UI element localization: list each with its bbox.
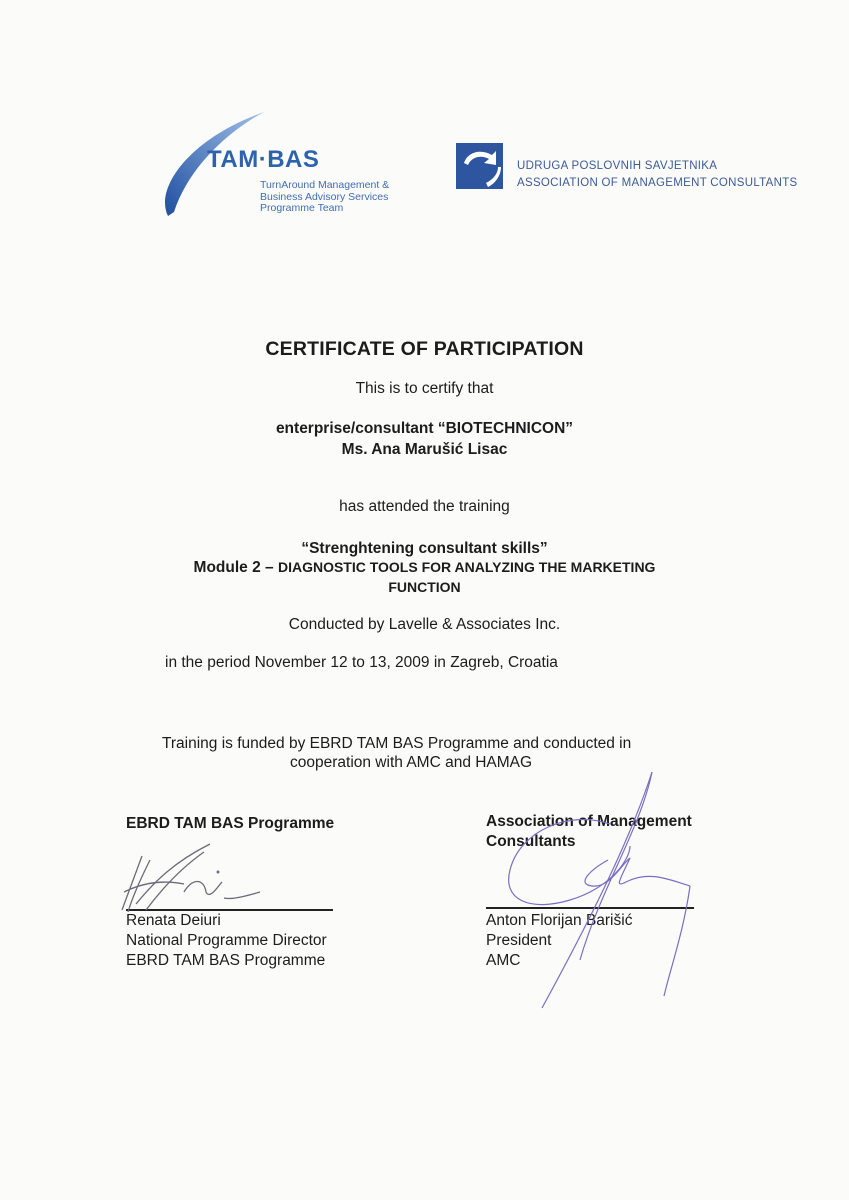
attended-line: has attended the training: [339, 498, 510, 515]
amc-mark-icon: [456, 143, 503, 189]
signature-left-icon: [114, 842, 264, 914]
module-title: DIAGNOSTIC TOOLS FOR ANALYZING THE MARKETING: [277, 559, 656, 575]
period-line: in the period November 12 to 13, 2009 in Zagreb, Croatia: [165, 654, 558, 671]
funding-line-2: cooperation with AMC and HAMAG: [290, 754, 533, 771]
funding-line-1: Training is funded by EBRD TAM BAS Programme and conducted in: [162, 735, 632, 752]
signature-line-right: [486, 907, 694, 909]
conducted-by: Conducted by Lavelle & Associates Inc.: [288, 616, 561, 633]
participant-name: Ms. Ana Marušić Lisac: [341, 441, 508, 458]
signature-right-icon: [480, 770, 710, 1015]
certify-line: This is to certify that: [355, 380, 494, 397]
enterprise-line: enterprise/consultant “BIOTECHNICON”: [275, 420, 574, 437]
signatory-right-affiliation: AMC: [486, 952, 521, 969]
signatory-left-name: Renata Deiuri: [126, 912, 221, 929]
signatory-right-role: President: [486, 932, 552, 949]
certificate-title: CERTIFICATE OF PARTICIPATION: [265, 338, 584, 360]
tambas-subtitle: TurnAround Management & Business Advisory Services Programme Team: [260, 179, 390, 214]
tambas-name: TAM·BAS: [207, 146, 320, 173]
module-title-cont: FUNCTION: [388, 579, 461, 595]
amc-logo: [456, 143, 816, 193]
module-prefix: Module 2 –: [193, 559, 278, 576]
signatory-left-affiliation: EBRD TAM BAS Programme: [126, 952, 326, 969]
signatory-right-name: Anton Florijan Barišić: [486, 912, 633, 929]
signatory-right-org: Association of Management Consultants: [486, 813, 692, 850]
amc-name: UDRUGA POSLOVNIH SAVJETNIKA ASSOCIATION OF MANAGEMENT CONSULTANTS: [517, 160, 798, 189]
signatory-left-details: [126, 911, 327, 971]
signatory-left-role: National Programme Director: [126, 932, 327, 949]
signatory-left-org: EBRD TAM BAS Programme: [126, 815, 335, 832]
training-title: “Strenghtening consultant skills”: [301, 540, 548, 557]
tambas-logo: [160, 108, 410, 223]
module-line: [0, 558, 849, 577]
signatory-right-details: [486, 911, 632, 971]
